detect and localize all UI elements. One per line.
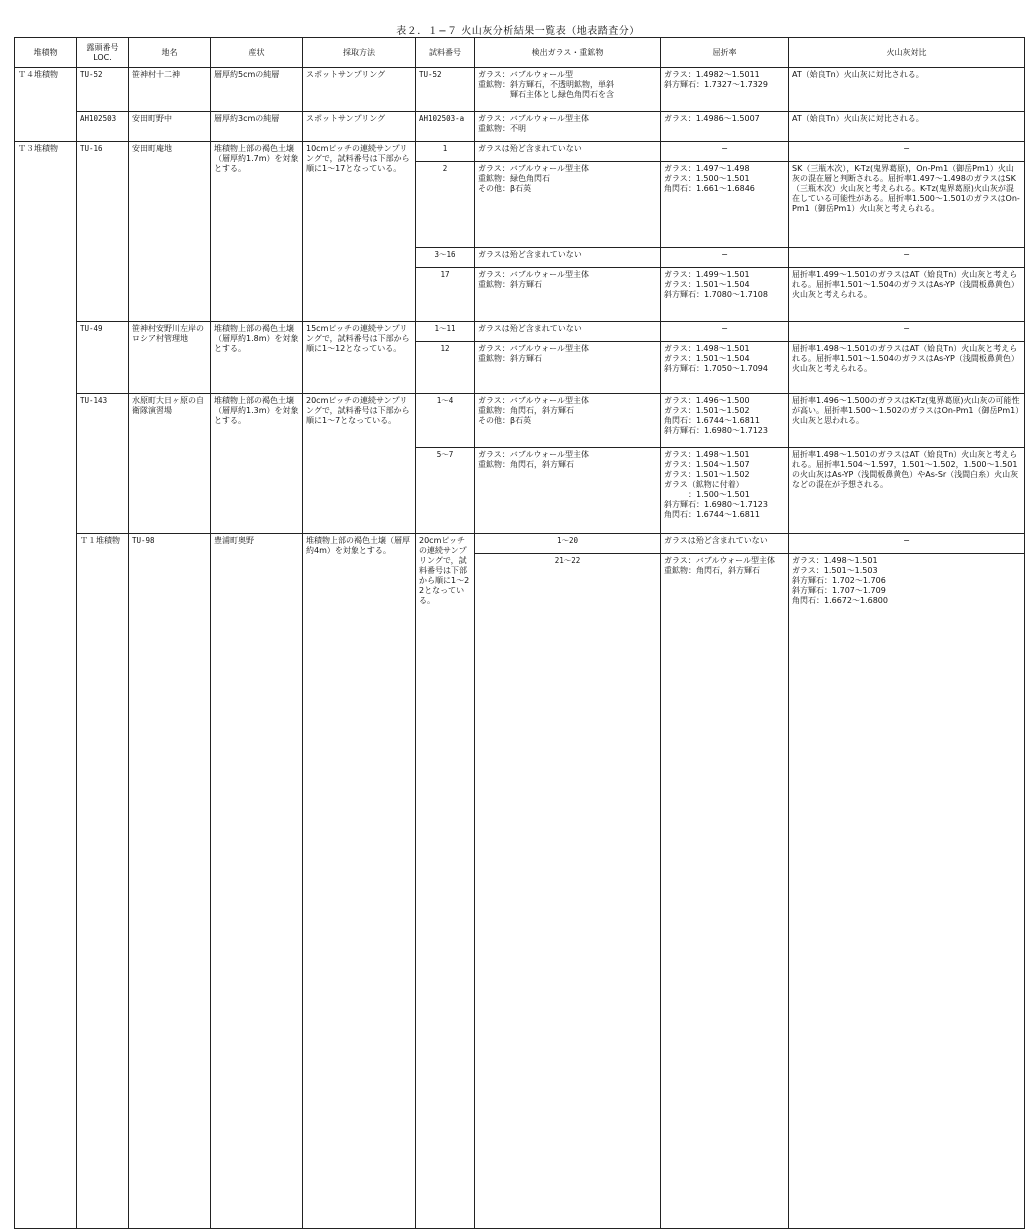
table-row xyxy=(15,394,1025,448)
sample-cell: 21〜22 xyxy=(475,554,661,1229)
method-cell: スポットサンプリング xyxy=(303,68,416,112)
compare-cell: 屈折率1.496〜1.500のガラスはK-Tz(鬼界葛原)火山灰の可能性が高い。屈折率1.500〜1.502のガラスはOn-Pm1（御岳Pm1）火山灰と思われる。 xyxy=(789,394,1025,448)
table-row xyxy=(15,322,1025,342)
sample-cell: AH102503-a xyxy=(416,112,475,142)
refr-cell: ガラス：1.498〜1.501 ガラス：1.501〜1.504 斜方輝石：1.7050〜1.7094 xyxy=(661,342,789,394)
sample-cell: 3〜16 xyxy=(416,248,475,268)
minerals-cell: ガラスは殆ど含まれていない xyxy=(661,534,789,554)
method-cell: 15cmピッチの連続サンプリングで，試料番号は下部から順に1〜12となっている。 xyxy=(303,322,416,394)
refr-cell: ガラス：1.499〜1.501 ガラス：1.501〜1.504 斜方輝石：1.7080〜1.7108 xyxy=(661,268,789,322)
volcanic-ash-table xyxy=(14,37,1025,1229)
method-cell: 10cmピッチの連続サンプリングで，試料番号は下部から順に1〜17となっている。 xyxy=(303,142,416,322)
sample-cell: 1〜4 xyxy=(416,394,475,448)
compare-cell: − xyxy=(789,248,1025,268)
minerals-cell: ガラス：バブルウォール型主体 重鉱物：不明 xyxy=(475,112,661,142)
loc-cell: TU-49 xyxy=(77,322,129,394)
header-minerals: 検出ガラス・重鉱物 xyxy=(475,38,661,68)
state-cell: 層厚約3cmの純層 xyxy=(211,112,303,142)
state-cell: 堆積物上部の褐色土壌（層厚約1.8m）を対象とする。 xyxy=(211,322,303,394)
place-cell: 水原町大日ヶ原の自衛隊演習場 xyxy=(129,394,211,534)
sample-cell: 1〜11 xyxy=(416,322,475,342)
compare-cell: − xyxy=(789,322,1025,342)
loc-cell: TU-16 xyxy=(77,142,129,322)
minerals-cell: ガラス：バブルウォール型主体 重鉱物：緑色角閃石 その他：β石英 xyxy=(475,162,661,248)
table-row xyxy=(15,112,1025,142)
method-cell: スポットサンプリング xyxy=(303,112,416,142)
table-title: 表２．１−７ 火山灰分析結果一覧表（地表踏査分） xyxy=(396,26,640,37)
header-layer: 堆積物 xyxy=(15,38,77,68)
state-cell: 堆積物上部の褐色土壌（層厚約1.7m）を対象とする。 xyxy=(211,142,303,322)
header-refr: 屈折率 xyxy=(661,38,789,68)
place-cell: 笹神村十二神 xyxy=(129,68,211,112)
sample-cell: 17 xyxy=(416,268,475,322)
state-cell: 堆積物上部の褐色土壌（層厚約4m）を対象とする。 xyxy=(303,534,416,1229)
state-cell: 堆積物上部の褐色土壌（層厚約1.3m）を対象とする。 xyxy=(211,394,303,534)
refr-cell: − xyxy=(661,248,789,268)
place-cell: 豊浦町奥野 xyxy=(211,534,303,1229)
place-cell: 笹神村安野川左岸のロシア村管理地 xyxy=(129,322,211,394)
sample-cell: 2 xyxy=(416,162,475,248)
sample-cell: 1 xyxy=(416,142,475,162)
state-cell: 層厚約5cmの純層 xyxy=(211,68,303,112)
loc-cell: TU-143 xyxy=(77,394,129,534)
compare-cell: AT（姶良Tn）火山灰に対比される。 xyxy=(789,68,1025,112)
compare-cell: SK（三瓶木次），K-Tz(鬼界葛原)，On-Pm1（御岳Pm1）火山灰の混在層と判断される。屈折率1.497〜1.498のガラスはSK（三瓶木次）火山灰と考えられる。K-Tz(鬼界葛原)火山灰が混在している可能性がある。屈折率1.500〜1.501のガラスはOn-Pm1（御岳Pm1）火山灰と考えられる。 xyxy=(789,162,1025,248)
refr-cell: ガラス：1.4986〜1.5007 xyxy=(661,112,789,142)
sample-cell: 1〜20 xyxy=(475,534,661,554)
place-cell: 安田町庵地 xyxy=(129,142,211,322)
minerals-cell: ガラスは殆ど含まれていない xyxy=(475,248,661,268)
loc-cell: AH102503 xyxy=(77,112,129,142)
sample-cell: TU-52 xyxy=(416,68,475,112)
refr-cell: ガラス：1.496〜1.500 ガラス：1.501〜1.502 角閃石：1.6744〜1.6811 斜方輝石：1.6980〜1.7123 xyxy=(661,394,789,448)
sample-cell: 5〜7 xyxy=(416,448,475,534)
layer-cell: Ｔ１堆積物 xyxy=(77,534,129,1229)
refr-cell: − xyxy=(661,142,789,162)
compare-cell: 屈折率1.498〜1.501のガラスはAT（姶良Tn）火山灰と考えられる。屈折率1.504〜1.597，1.501〜1.502，1.500〜1.501の火山灰はAs-YP（浅間板鼻黄色）やAs-Sr（浅間白糸）火山灰などの混在が予想される。 xyxy=(789,448,1025,534)
layer-cell: Ｔ４堆積物 xyxy=(15,68,77,142)
table-row xyxy=(15,68,1025,112)
refr-cell: ガラス：1.498〜1.501 ガラス：1.504〜1.507 ガラス：1.501〜1.502 ガラス（鉱物に付着） ：1.500〜1.501 斜方輝石：1.6980〜1.7123 角閃石：1.6744〜1.6811 xyxy=(661,448,789,534)
header-place: 地名 xyxy=(129,38,211,68)
refr-cell: ガラス：1.498〜1.501 ガラス：1.501〜1.503 斜方輝石：1.702〜1.706 斜方輝石：1.707〜1.709 角閃石：1.6672〜1.6800 xyxy=(789,554,1025,1229)
refr-cell: ガラス：1.4982〜1.5011 斜方輝石：1.7327〜1.7329 xyxy=(661,68,789,112)
refr-cell: ガラス：1.497〜1.498 ガラス：1.500〜1.501 角閃石：1.661〜1.6846 xyxy=(661,162,789,248)
table-row xyxy=(15,142,1025,162)
compare-cell: 屈折率1.498〜1.501のガラスはAT（姶良Tn）火山灰と考えられる。屈折率1.501〜1.504のガラスはAs-YP（浅間板鼻黄色）火山灰と考えられる。 xyxy=(789,342,1025,394)
header-loc: 露頭番号 LOC. xyxy=(77,38,129,68)
place-cell: 安田町野中 xyxy=(129,112,211,142)
sample-cell: 12 xyxy=(416,342,475,394)
minerals-cell: ガラスは殆ど含まれていない xyxy=(475,322,661,342)
minerals-cell: ガラス：バブルウォール型主体 重鉱物：角閃石，斜方輝石 xyxy=(661,554,789,1229)
method-cell: 20cmピッチの連続サンプリングで，試料番号は下部から順に1〜7となっている。 xyxy=(303,394,416,534)
loc-cell: TU-52 xyxy=(77,68,129,112)
minerals-cell: ガラス：バブルウォール型主体 重鉱物：斜方輝石 xyxy=(475,268,661,322)
table-row xyxy=(15,534,1025,554)
layer-cell: Ｔ３堆積物 xyxy=(15,142,77,1229)
header-state: 産状 xyxy=(211,38,303,68)
minerals-cell: ガラス：バブルウォール型 重鉱物：斜方輝石，不透明鉱物，単斜 輝石主体とし緑色角閃石を含 xyxy=(475,68,661,112)
minerals-cell: ガラス：バブルウォール型主体 重鉱物：角閃石，斜方輝石 その他：β石英 xyxy=(475,394,661,448)
loc-cell: TU-98 xyxy=(129,534,211,1229)
compare-cell: AT（姶良Tn）火山灰に対比される。 xyxy=(789,112,1025,142)
minerals-cell: ガラス：バブルウォール型主体 重鉱物：斜方輝石 xyxy=(475,342,661,394)
compare-cell: − xyxy=(789,142,1025,162)
minerals-cell: ガラス：バブルウォール型主体 重鉱物：角閃石，斜方輝石 xyxy=(475,448,661,534)
header-sample: 試料番号 xyxy=(416,38,475,68)
compare-cell: 屈折率1.499〜1.501のガラスはAT（姶良Tn）火山灰と考えられる。屈折率1.501〜1.504のガラスはAs-YP（浅間板鼻黄色）火山灰と考えられる。 xyxy=(789,268,1025,322)
header-method: 採取方法 xyxy=(303,38,416,68)
refr-cell: − xyxy=(661,322,789,342)
method-cell: 20cmピッチの連続サンプリングで，試料番号は下部から順に1〜22となっている。 xyxy=(416,534,475,1229)
refr-cell: − xyxy=(789,534,1025,554)
header-row xyxy=(15,38,1025,68)
minerals-cell: ガラスは殆ど含まれていない xyxy=(475,142,661,162)
header-compare: 火山灰対比 xyxy=(789,38,1025,68)
